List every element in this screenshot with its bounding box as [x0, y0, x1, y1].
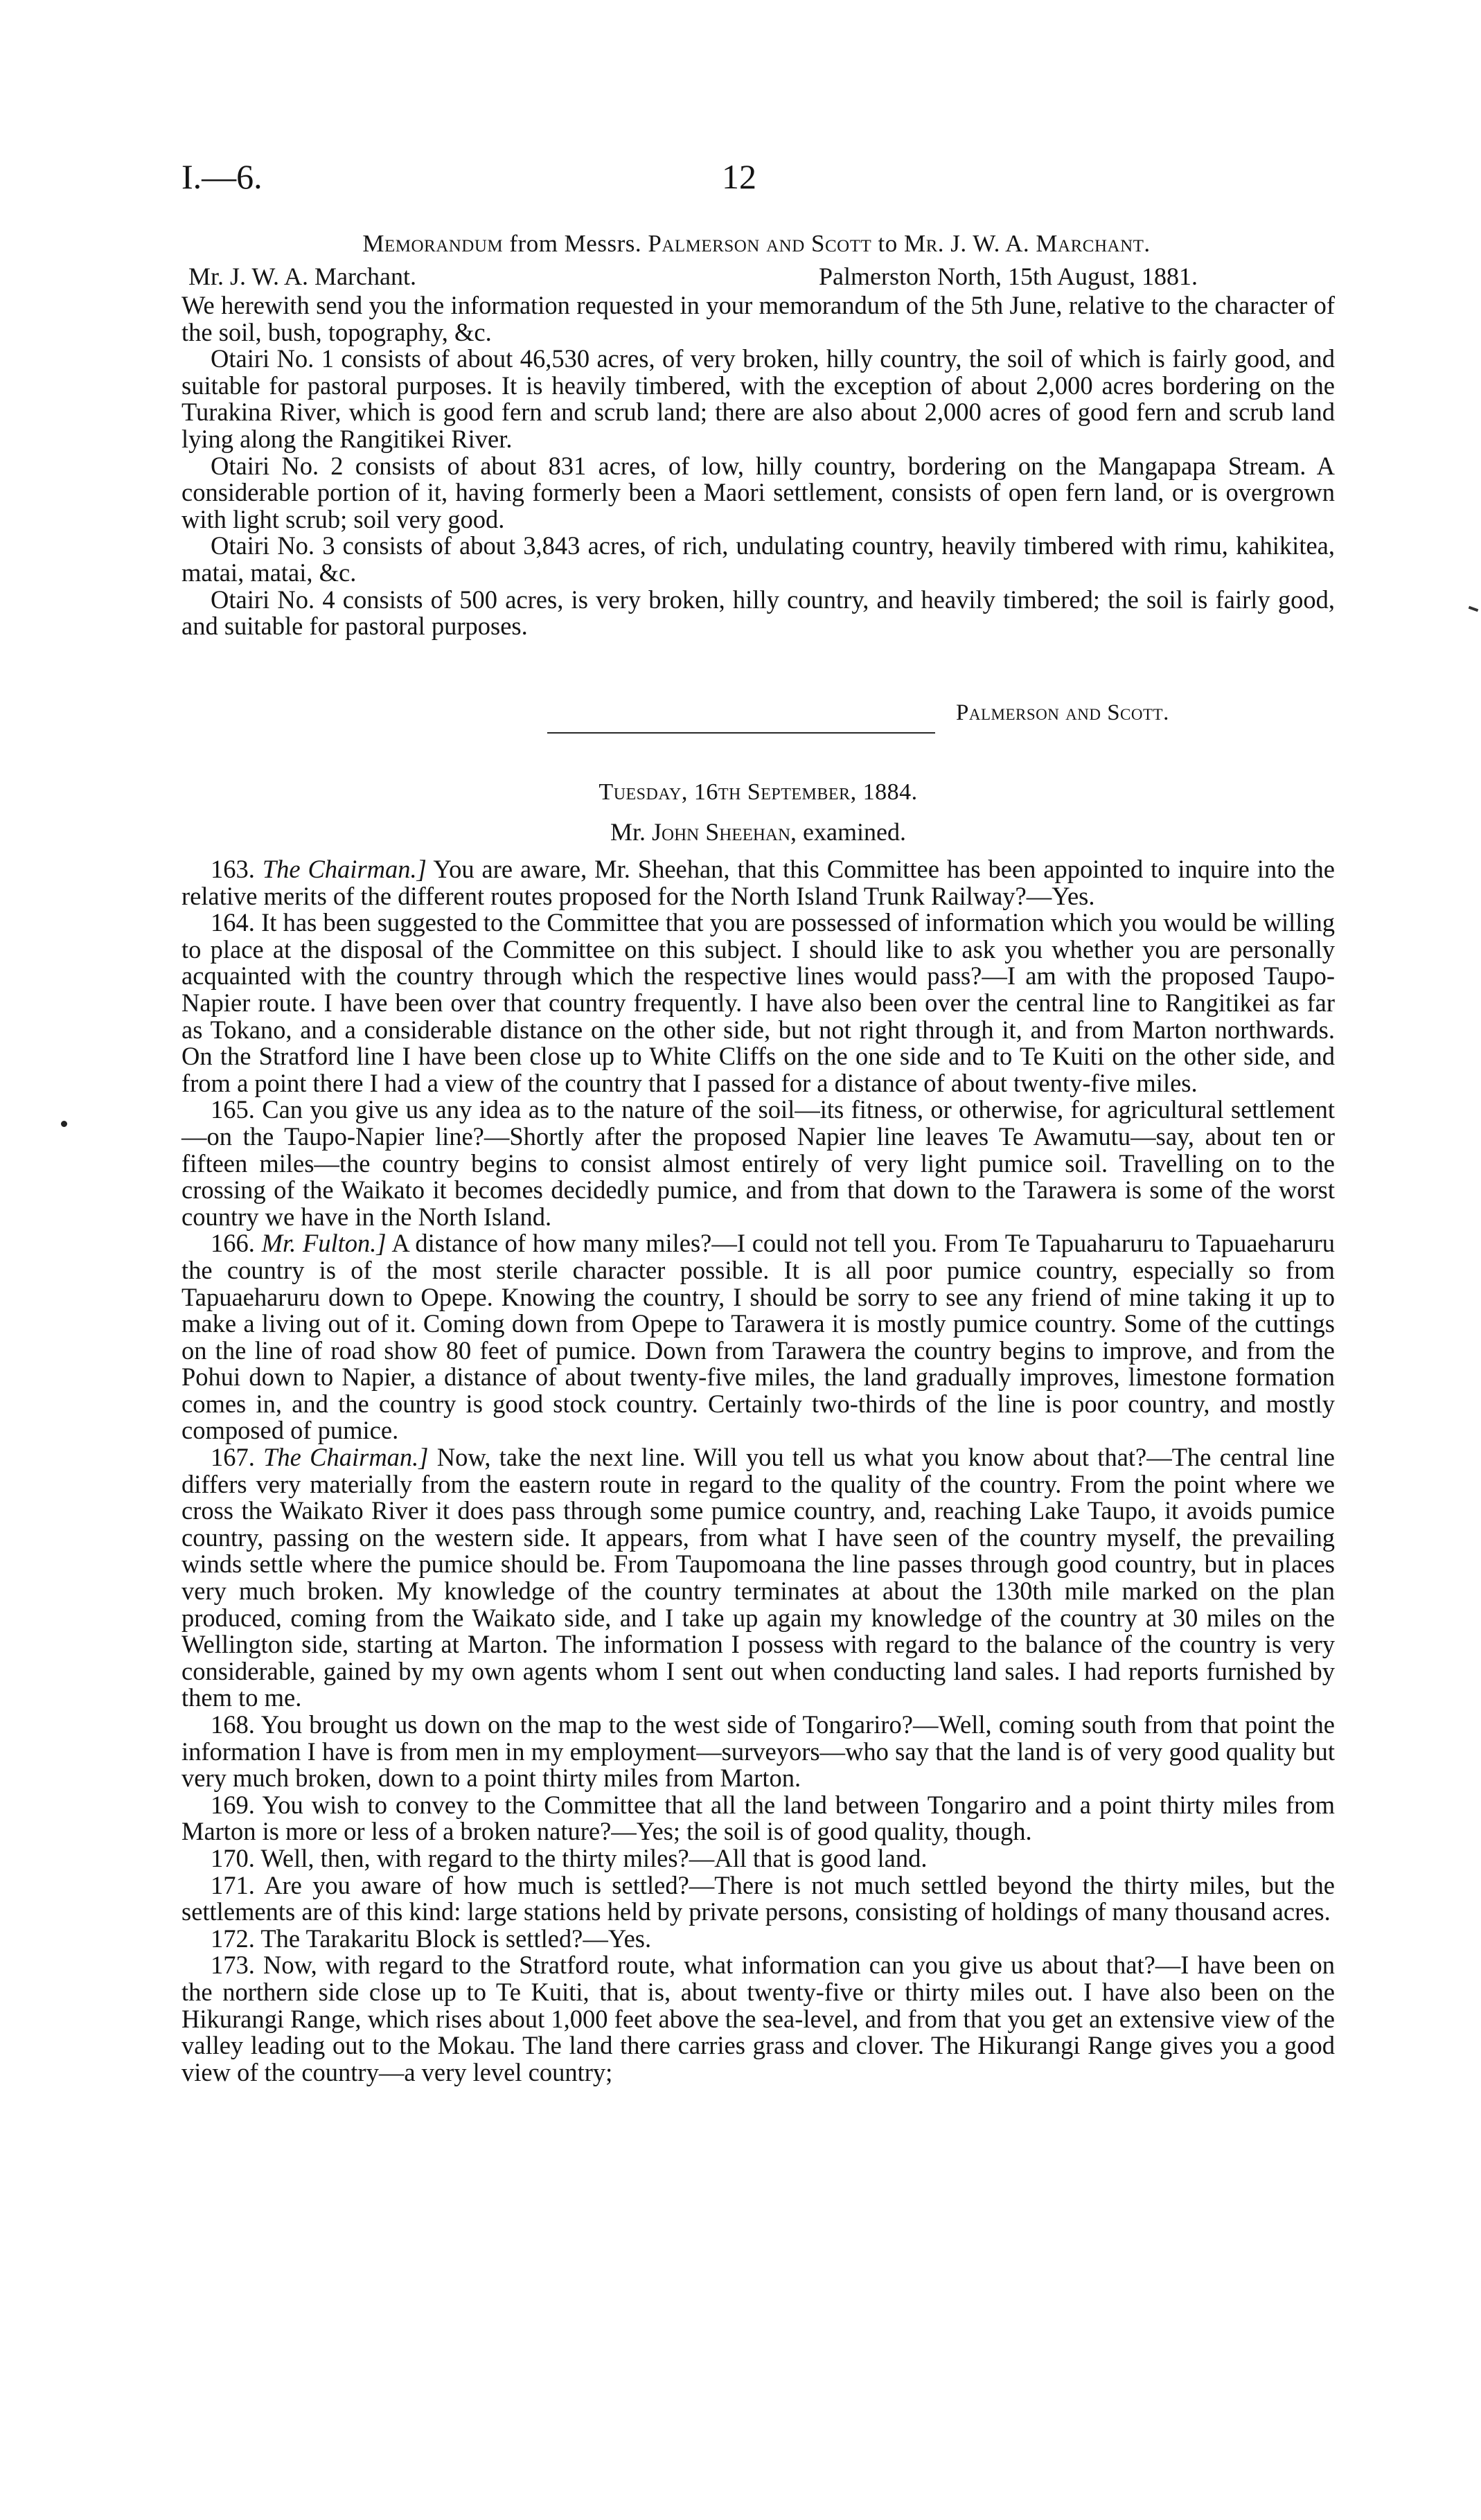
memorandum-signature: Palmerson and Scott. — [956, 700, 1169, 725]
memorandum-title: Memorandum from Messrs. Palmerson and Scott to Mr. J. W. A. Marchant. — [362, 230, 1151, 257]
memorandum-body — [181, 292, 1335, 640]
memorandum-paragraph: Otairi No. 1 consists of about 46,530 acres, of very broken, hilly country, the soil of which is fairly good, and suitable for pastoral purposes. It is heavily timbered, with the exception of about 2,000 acres bordering on the Turakina River, which is good fern and scrub land; there are also about 2,000 acres of good fern and scrub land lying along the Rangitikei River. — [181, 344, 1335, 453]
testimony-paragraph: 167. The Chairman.] Now, take the next line. Will you tell us what you know about that?—The central line differs very materially from the eastern route in regard to the quality of the country. From the point where we cross the Waikato River it does pass through some pumice country, and, reaching Lake Taupo, it avoids pumice country, passing on the western side. It appears, from what I have seen of the country myself, the prevailing winds settle where the pumice should be. From Taupomoana the line passes through good country, but in places very much broken. My knowledge of the country terminates at about the 130th mile marked on the plan produced, coming from the Waikato side, and I take up again my knowledge of the country at 30 miles on the Wellington side, starting at Marton. The information I possess with regard to the balance of the country is very considerable, gained by my own agents whom I sent out when conducting land sales. I had reports furnished by them to me. — [181, 1443, 1335, 1712]
memorandum-paragraph: Otairi No. 4 consists of 500 acres, is very broken, hilly country, and heavily timbered; the soil is fairly good, and suitable for pastoral purposes. — [181, 585, 1335, 641]
memorandum-address-line — [181, 262, 1331, 292]
testimony-paragraph: 172. The Tarakaritu Block is settled?—Yes. — [211, 1924, 652, 1953]
memorandum-paragraph: Otairi No. 2 consists of about 831 acres, of low, hilly country, bordering on the Mangapapa Stream. A considerable portion of it, having formerly been a Maori settlement, consists of open fern land, or is overgrown with light scrub; soil very good. — [181, 451, 1335, 533]
testimony-paragraph: 173. Now, with regard to the Stratford route, what information can you give us about that?—I have been on the northern side close up to Te Kuiti, that is, about twenty-five or thirty miles out. I have also been on the Hikurangi Range, which rises about 1,000 feet above the sea-level, and from that you get an extensive view of the valley leading out to the Mokau. The land there carries grass and clover. The Hikurangi Range gives you a good view of the country—a very level country; — [181, 1951, 1336, 2086]
page-number: 12 — [722, 157, 756, 196]
memorandum-addressee: Mr. J. W. A. Marchant. — [188, 263, 416, 290]
testimony-paragraph: 164. It has been suggested to the Committee that you are possessed of information which you would be willing to place at the disposal of the Committee on this subject. I should like to ask you whether you are personally acquainted with the country through which the respective lines would pass?—I am with the proposed Taupo-Napier route. I have been over that country frequently. I have also been over the central line to Rangitikei as far as Tokano, and a considerable distance on the other side, but not right through it, and from Marton northwards. On the Stratford line I have been close up to White Cliffs on the one side and to Te Kuiti on the other side, and from a point there I had a view of the country that I passed for a distance of about twenty-five miles. — [181, 908, 1336, 1097]
margin-mark — [61, 1121, 67, 1127]
section-divider — [547, 732, 935, 734]
margin-tick — [1469, 606, 1479, 612]
testimony-paragraph: 168. You brought us down on the map to the west side of Tongariro?—Well, coming south from that point the information I have is from men in my employment—surveyors—who say that the land is of very good quality but very much broken, down to a point thirty miles from Marton. — [181, 1710, 1335, 1793]
witness-heading: Mr. John Sheehan, examined. — [610, 818, 906, 846]
document-reference: I.—6. — [181, 157, 263, 196]
memorandum-place-date: Palmerston North, 15th August, 1881. — [819, 263, 1198, 290]
memorandum-paragraph: Otairi No. 3 consists of about 3,843 acres, of rich, undulating country, heavily timbered with rimu, kahikitea, matai, matai, &c. — [181, 531, 1335, 587]
page-header — [181, 157, 1290, 205]
testimony-paragraph: 166. Mr. Fulton.] A distance of how many miles?—I could not tell you. From Te Tapuaharuru to Tapuaeharuru the country is of the most sterile character possible. It is all poor pumice country, especially so from Tapuaeharuru down to Opepe. Knowing the country, I should be sorry to see any friend of mine taking it up to make a living out of it. Coming down from Opepe to Tarawera it is mostly pumice country. Some of the cuttings on the line of road show 80 feet of pumice. Down from Tarawera the country begins to improve, and from the Pohui down to Napier, a distance of about twenty-five miles, the land gradually improves, limestone formation comes in, and the country is good stock country. Certainly two-thirds of the line is poor country, and mostly composed of pumice. — [181, 1229, 1335, 1445]
testimony-paragraph: 163. The Chairman.] You are aware, Mr. Sheehan, that this Committee has been appointed to inquire into the relative merits of the different routes proposed for the North Island Trunk Railway?—Yes. — [181, 855, 1335, 910]
testimony-paragraph: 165. Can you give us any idea as to the nature of the soil—its fitness, or otherwise, for agricultural settlement—on the Taupo-Napier line?—Shortly after the proposed Napier line leaves Te Awamutu—say, about ten or fifteen miles—the country begins to consist almost entirely of very light pumice soil. Travelling on to the crossing of the Waikato it becomes decidedly pumice, and from that down to the Tarawera is some of the worst country we have in the North Island. — [181, 1095, 1336, 1231]
testimony-paragraph: 170. Well, then, with regard to the thirty miles?—All that is good land. — [211, 1843, 928, 1872]
testimony-body — [181, 856, 1335, 2086]
session-date-heading: Tuesday, 16th September, 1884. — [598, 779, 918, 805]
testimony-paragraph: 171. Are you aware of how much is settled?—There is not much settled beyond the thirty miles, but the settlements are of this kind: large stations held by private persons, consisting of holdings of many thousand acres. — [181, 1870, 1335, 1926]
testimony-paragraph: 169. You wish to convey to the Committee that all the land between Tongariro and a point thirty miles from Marton is more or less of a broken nature?—Yes; the soil is of good quality, though. — [181, 1790, 1335, 1846]
memorandum-paragraph: We herewith send you the information requested in your memorandum of the 5th June, relative to the character of the soil, bush, topography, &c. — [181, 291, 1335, 346]
